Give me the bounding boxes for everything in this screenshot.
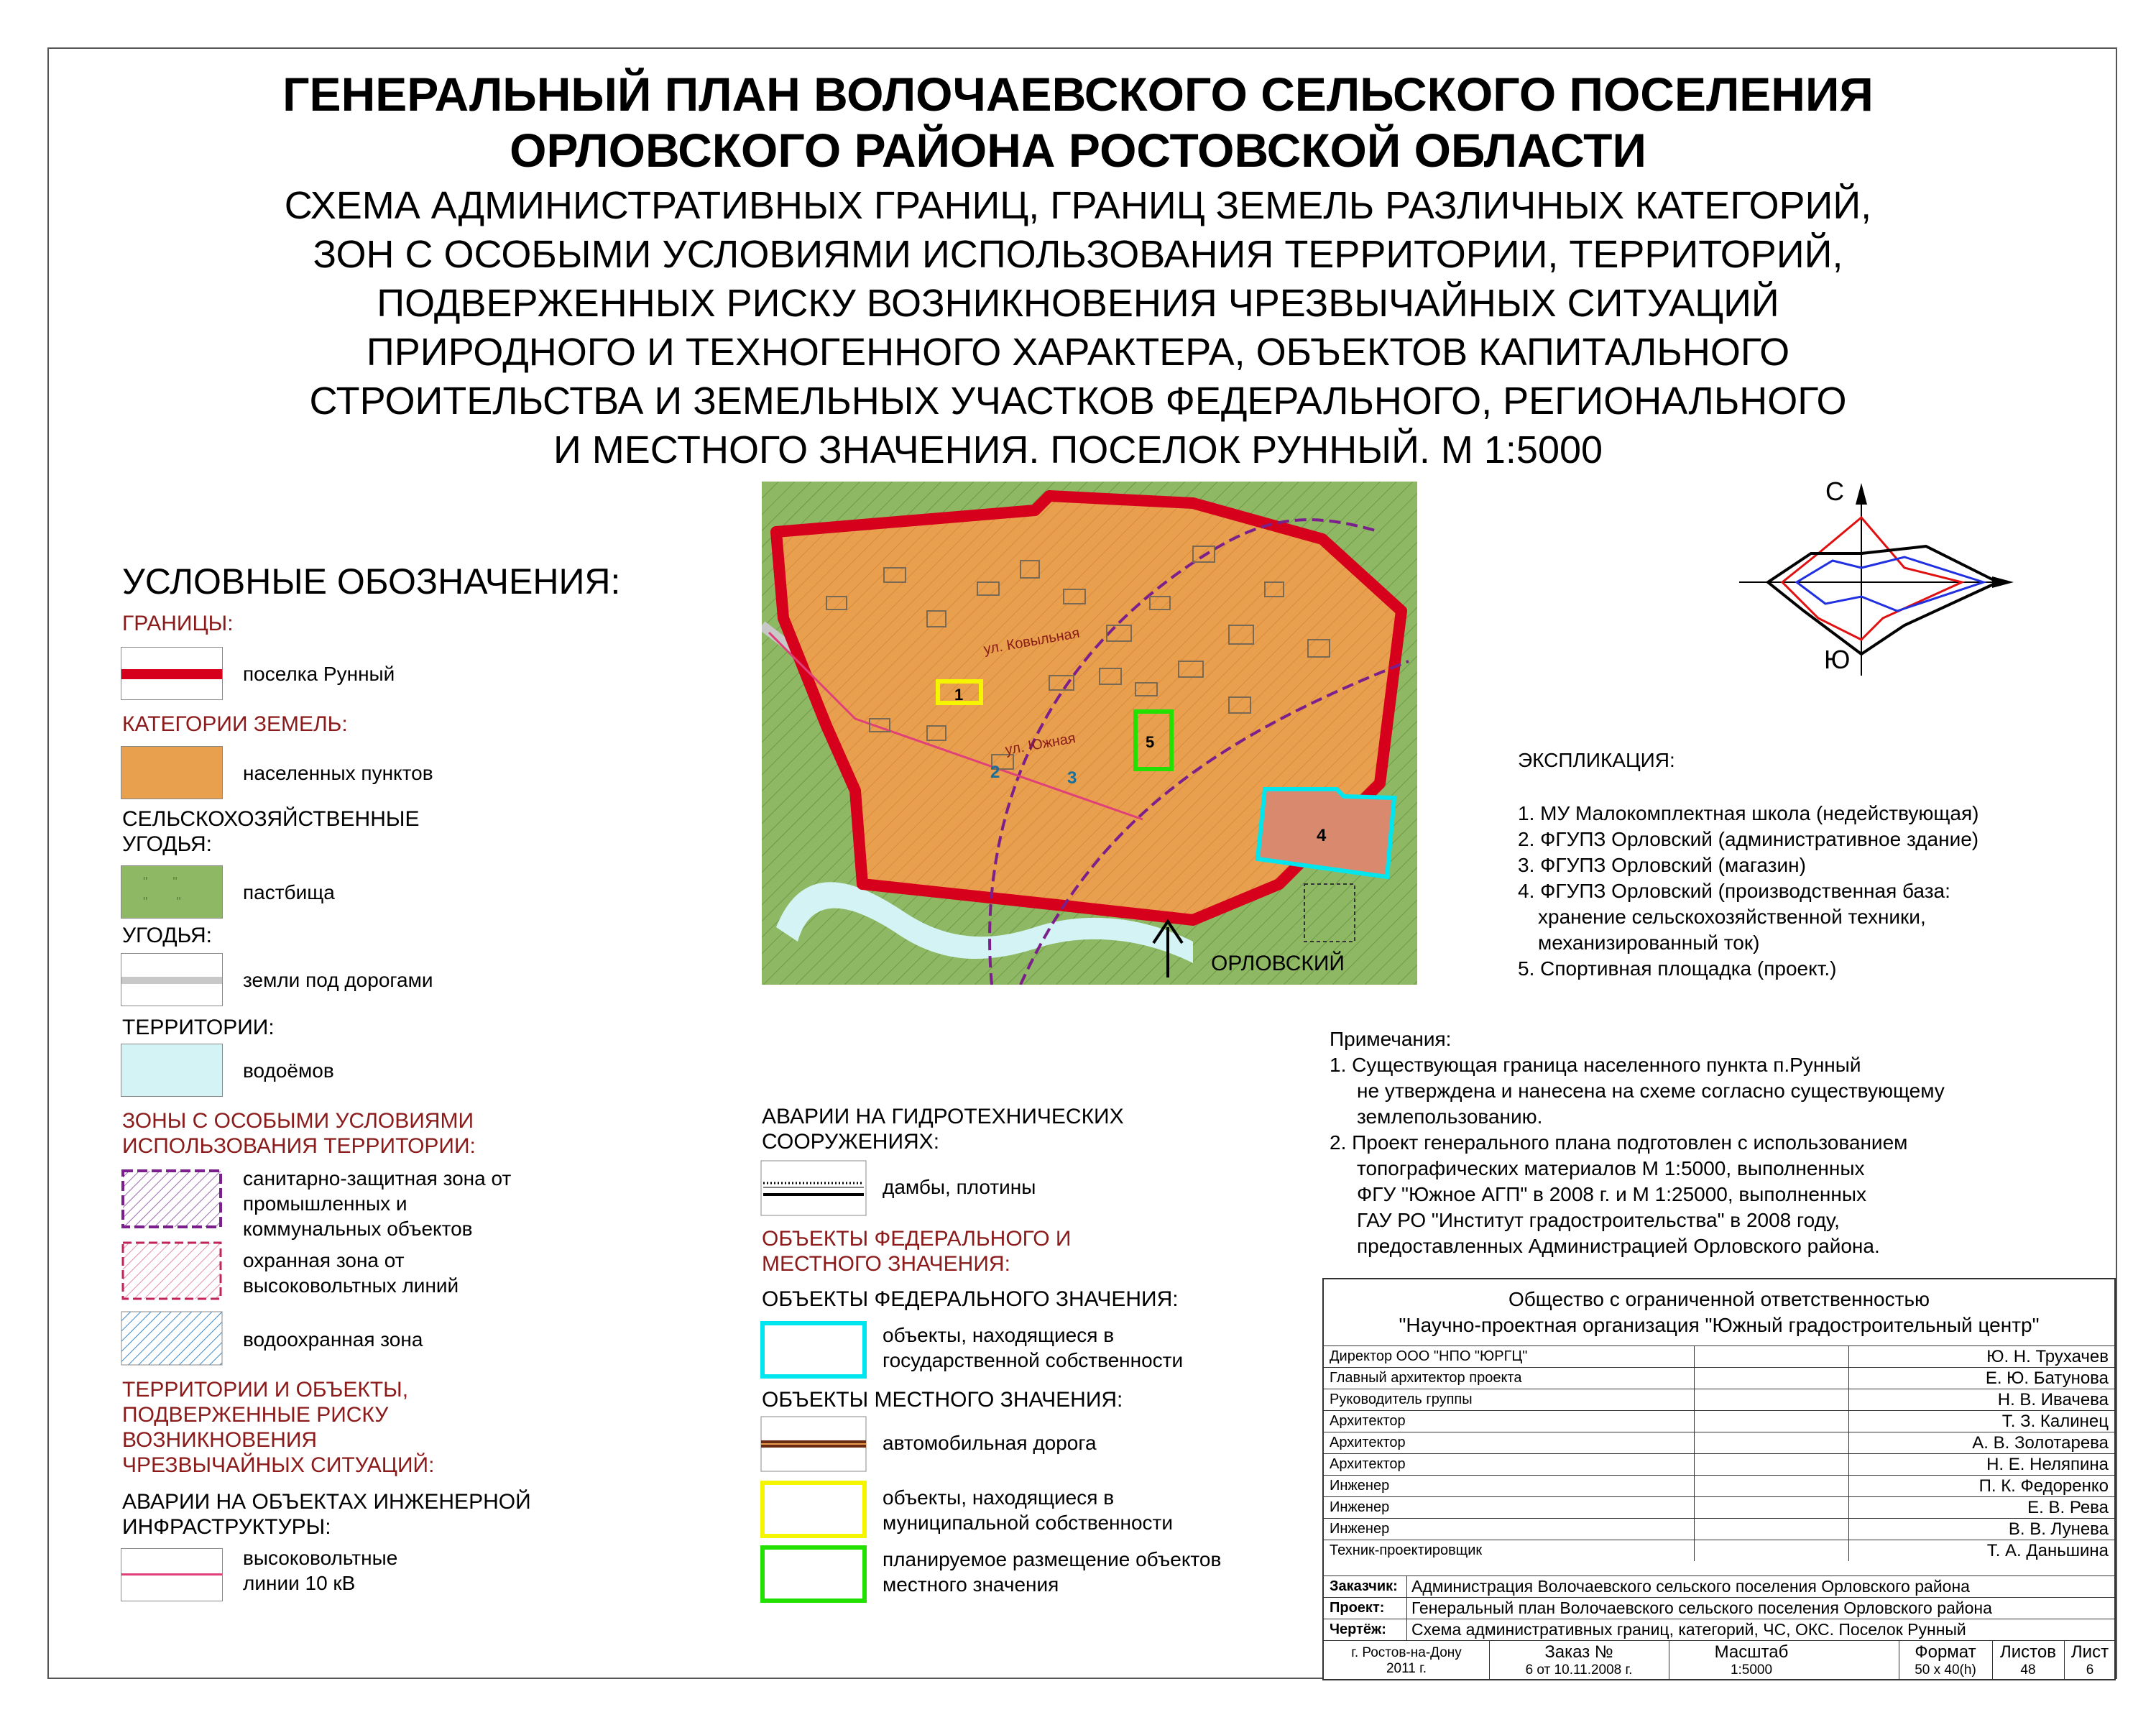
title-block	[1322, 1278, 2116, 1680]
staff-row: Инженер П. К. Федоренко	[1324, 1475, 2114, 1496]
legend-label: поселка Рунный	[243, 663, 395, 685]
subtitle-line: ПРИРОДНОГО И ТЕХНОГЕННОГО ХАРАКТЕРА, ОБЪЕКТОВ КАПИТАЛЬНОГО	[366, 331, 1790, 374]
legend-swatch-dams	[760, 1160, 867, 1216]
subtitle-line: ЗОН С ОСОБЫМИ УСЛОВИЯМИ ИСПОЛЬЗОВАНИЯ ТЕРРИТОРИИ, ТЕРРИТОРИЙ,	[313, 233, 1843, 276]
legend-label: высоковольтные линии 10 кВ	[243, 1547, 398, 1594]
legend-hydro-heading: АВАРИИ НА ГИДРОТЕХНИЧЕСКИХ СООРУЖЕНИЯХ:	[762, 1105, 1124, 1154]
note-line: ГАУ РО "Институт градостроительства" в 2008 году,	[1357, 1209, 1840, 1231]
legend-swatch-planned	[760, 1545, 867, 1603]
north-label: С	[1825, 477, 1844, 506]
org-name: Общество с ограниченной ответственностью	[1508, 1288, 1930, 1310]
staff-row: Директор ООО "НПО "ЮРГЦ" Ю. Н. Трухачев	[1324, 1346, 2114, 1367]
legend-label: водоёмов	[243, 1059, 334, 1082]
staff-row: Главный архитектор проекта Е. Ю. Батунова	[1324, 1367, 2114, 1389]
legend-label: планируемое размещение объектов местного значения	[883, 1548, 1222, 1596]
staff-row: Архитектор Т. З. Калинец	[1324, 1410, 2114, 1432]
note-line: 1. Существующая граница населенного пункта п.Рунный	[1330, 1054, 1861, 1076]
staff-row: Инженер В. В. Лунева	[1324, 1518, 2114, 1540]
north-arrow-icon	[1856, 483, 1867, 505]
drawing-row: Чертёж: Схема административных границ, категорий, ЧС, ОКС. Поселок Рунный	[1324, 1619, 2114, 1640]
street-label: ул. Ковыльная	[982, 625, 1082, 658]
legend-swatch-roads	[121, 953, 223, 1006]
explication-item: 3. ФГУПЗ Орловский (магазин)	[1518, 854, 1806, 876]
legend-risk-heading: ТЕРРИТОРИИ И ОБЪЕКТЫ, ПОДВЕРЖЕННЫЕ РИСКУ ВОЗНИКНОВЕНИЯ ЧРЕЗВЫЧАЙНЫХ СИТУАЦИЙ:	[122, 1378, 435, 1477]
note-line: не утверждена и нанесена на схеме согласно существующему	[1357, 1080, 1945, 1102]
explication-item: хранение сельскохозяйственной техники,	[1538, 906, 1926, 928]
explication-item: 4. ФГУПЗ Орловский (производственная база:	[1518, 880, 1950, 902]
legend-heading: УСЛОВНЫЕ ОБОЗНАЧЕНИЯ:	[122, 561, 621, 602]
legend-swatch-sanitary	[121, 1169, 223, 1229]
staff-row: Техник-проектировщик Т. А. Даньшина	[1324, 1540, 2114, 1561]
note-line: ФГУ "Южное АГП" в 2008 г. и М 1:25000, выполненных	[1357, 1183, 1866, 1205]
legend-federal-heading: ОБЪЕКТЫ ФЕДЕРАЛЬНОГО ЗНАЧЕНИЯ:	[762, 1287, 1179, 1311]
marker-label: 4	[1317, 826, 1327, 845]
legend-lands-heading: УГОДЬЯ:	[122, 924, 212, 947]
staff-row: Руководитель группы Н. В. Ивачева	[1324, 1389, 2114, 1410]
legend-infra-heading: АВАРИИ НА ОБЪЕКТАХ ИНЖЕНЕРНОЙ ИНФРАСТРУКТУРЫ:	[122, 1490, 531, 1539]
legend-label: автомобильная дорога	[883, 1432, 1097, 1454]
meta-row: г. Ростов-на-Дону 2011 г. Заказ № 6 от 10.11.2008 г. Масштаб 1:5000 Формат 50 х 40(h) Листов 48 Лист 6	[1324, 1640, 2114, 1680]
staff-row: Архитектор А. В. Золотарева	[1324, 1432, 2114, 1453]
marker-label: 2	[990, 763, 1000, 782]
marker-label: 3	[1067, 768, 1077, 788]
org-full-name: "Научно-проектная организация "Южный градостроительный центр"	[1399, 1314, 2040, 1336]
village-map	[762, 482, 1417, 985]
explication-item: 5. Спортивная площадка (проект.)	[1518, 957, 1837, 980]
note-line: землепользованию.	[1357, 1105, 1543, 1128]
legend-label: санитарно-защитная зона от промышленных и коммунальных объектов	[243, 1167, 512, 1240]
legend-swatch-road	[760, 1416, 867, 1472]
staff-row: Инженер Е. В. Рева	[1324, 1496, 2114, 1518]
note-line: 2. Проект генерального плана подготовлен с использованием	[1330, 1131, 1908, 1154]
legend-label: земли под дорогами	[243, 969, 433, 991]
subtitle-line: СТРОИТЕЛЬСТВА И ЗЕМЕЛЬНЫХ УЧАСТКОВ ФЕДЕРАЛЬНОГО, РЕГИОНАЛЬНОГО	[309, 380, 1847, 423]
legend-label: охранная зона от высоковольтных линий	[243, 1249, 459, 1297]
legend-label: водоохранная зона	[243, 1328, 423, 1351]
legend-swatch-municipal	[760, 1481, 867, 1538]
note-line: предоставленных Администрацией Орловского района.	[1357, 1235, 1880, 1257]
legend-swatch-state-owned	[760, 1321, 867, 1379]
legend-label: населенных пунктов	[243, 762, 433, 784]
legend-categories-heading: КАТЕГОРИИ ЗЕМЕЛЬ:	[122, 712, 348, 736]
legend-label: объекты, находящиеся в муниципальной собственности	[883, 1486, 1173, 1534]
legend-agri-heading: СЕЛЬСКОХОЗЯЙСТВЕННЫЕ УГОДЬЯ:	[122, 807, 420, 856]
legend-label: пастбища	[243, 881, 335, 903]
subtitle-line: И МЕСТНОГО ЗНАЧЕНИЯ. ПОСЕЛОК РУННЫЙ. М 1:5000	[553, 428, 1603, 472]
main-title-line2: ОРЛОВСКОГО РАЙОНА РОСТОВСКОЙ ОБЛАСТИ	[510, 124, 1646, 177]
south-label: Ю	[1824, 645, 1851, 674]
legend-swatch-hv-zone	[121, 1241, 223, 1301]
marker-label: 1	[954, 686, 964, 704]
subtitle-line: ПОДВЕРЖЕННЫХ РИСКУ ВОЗНИКНОВЕНИЯ ЧРЕЗВЫЧАЙНЫХ СИТУАЦИЙ	[377, 282, 1779, 325]
direction-label: ОРЛОВСКИЙ	[1211, 952, 1345, 975]
legend-local-heading: ОБЪЕКТЫ МЕСТНОГО ЗНАЧЕНИЯ:	[762, 1388, 1123, 1412]
explication-item: 1. МУ Малокомплектная школа (недействующая)	[1518, 802, 1979, 824]
legend-label: объекты, находящиеся в государственной собственности	[883, 1324, 1184, 1371]
explication-item: 2. ФГУПЗ Орловский (административное здание)	[1518, 828, 1979, 850]
project-row: Проект: Генеральный план Волочаевского сельского поселения Орловского района	[1324, 1597, 2114, 1619]
legend-zones-heading: ЗОНЫ С ОСОБЫМИ УСЛОВИЯМИ ИСПОЛЬЗОВАНИЯ ТЕРРИТОРИИ:	[122, 1109, 476, 1158]
explication-heading: ЭКСПЛИКАЦИЯ:	[1518, 749, 1675, 771]
staff-row: Архитектор Н. Е. Неляпина	[1324, 1453, 2114, 1475]
note-line: топографических материалов М 1:5000, выполненных	[1357, 1157, 1865, 1179]
legend-swatch-border	[121, 647, 223, 700]
legend-swatch-settlements	[121, 746, 223, 799]
legend-swatch-pastures: " " " "	[121, 865, 223, 919]
main-title-line1: ГЕНЕРАЛЬНЫЙ ПЛАН ВОЛОЧАЕВСКОГО СЕЛЬСКОГО ПОСЕЛЕНИЯ	[282, 68, 1874, 121]
wind-rose	[1725, 474, 2027, 690]
street-label: ул. Южная	[1004, 730, 1077, 758]
legend-territories-heading: ТЕРРИТОРИИ:	[122, 1016, 275, 1039]
legend-swatch-water-zone	[121, 1311, 223, 1366]
subtitle-line: СХЕМА АДМИНИСТРАТИВНЫХ ГРАНИЦ, ГРАНИЦ ЗЕМЕЛЬ РАЗЛИЧНЫХ КАТЕГОРИЙ,	[284, 184, 1872, 227]
explication-item: механизированный ток)	[1538, 932, 1760, 954]
notes-heading: Примечания:	[1330, 1028, 1452, 1050]
marker-label: 5	[1146, 733, 1155, 751]
legend-borders-heading: ГРАНИЦЫ:	[122, 612, 234, 635]
legend-swatch-water	[121, 1044, 223, 1097]
legend-objects-heading: ОБЪЕКТЫ ФЕДЕРАЛЬНОГО И МЕСТНОГО ЗНАЧЕНИЯ:	[762, 1227, 1072, 1276]
legend-swatch-hv-lines	[121, 1548, 223, 1601]
customer-row: Заказчик: Администрация Волочаевского сельского поселения Орловского района	[1324, 1576, 2114, 1597]
legend-label: дамбы, плотины	[883, 1176, 1036, 1198]
